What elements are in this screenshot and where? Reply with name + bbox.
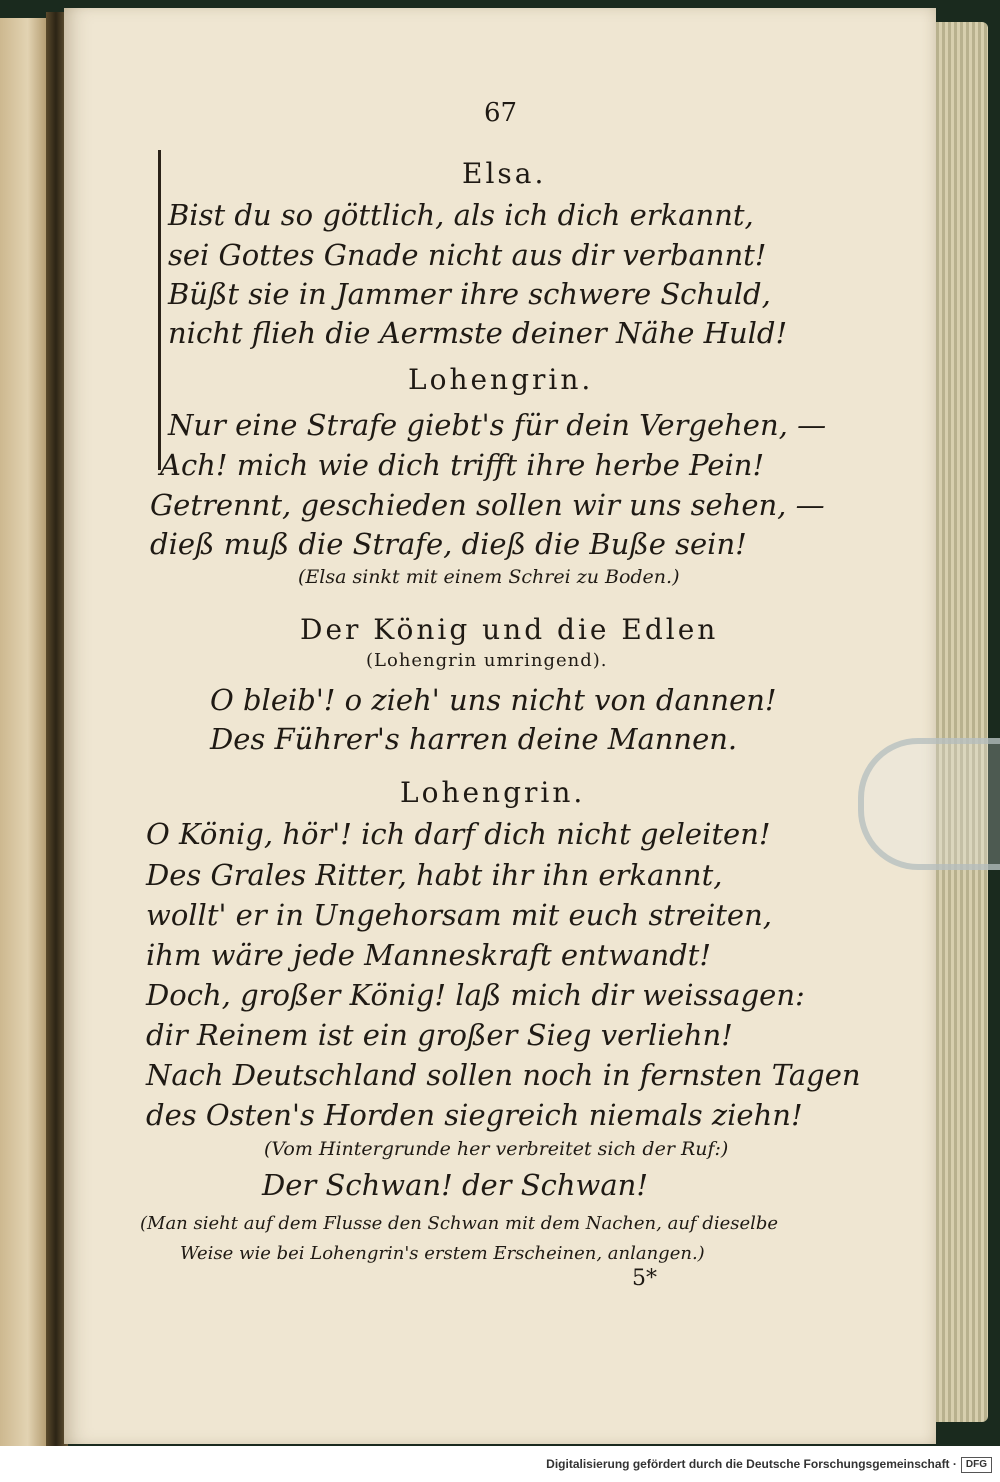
stage-direction: (Man sieht auf dem Flusse den Schwan mit dem Nachen, auf dieselbe [140, 1213, 779, 1234]
speaker-heading: Der König und die Edlen [300, 613, 719, 646]
page-clip [858, 738, 1000, 870]
speaker-heading: Lohengrin. [408, 363, 594, 396]
verse-line: dieß muß die Strafe, dieß die Buße sein! [150, 527, 747, 561]
speaker-heading: Lohengrin. [400, 776, 586, 809]
verse-line: ihm wäre jede Manneskraft entwandt! [146, 938, 711, 972]
stage-direction: (Vom Hintergrunde her verbreitet sich der Ruf:) [264, 1138, 729, 1160]
margin-bar [158, 150, 161, 470]
verse-line: Büßt sie in Jammer ihre schwere Schuld, [168, 277, 771, 311]
signature-mark: 5* [632, 1266, 657, 1291]
verse-line: Ach! mich wie dich trifft ihre herbe Pein! [160, 448, 765, 482]
verse-line: dir Reinem ist ein großer Sieg verliehn! [146, 1018, 733, 1052]
verse-line: Bist du so göttlich, als ich dich erkannt, [168, 198, 754, 232]
page-number: 67 [484, 98, 518, 128]
verse-line: Nach Deutschland sollen noch in fernsten Tagen [146, 1058, 861, 1092]
verse-line: Des Grales Ritter, habt ihr ihn erkannt, [146, 858, 723, 892]
credit-bar [0, 1446, 1000, 1482]
verse-line: sei Gottes Gnade nicht aus dir verbannt! [168, 238, 767, 272]
verse-line: wollt' er in Ungehorsam mit euch streiten, [146, 898, 772, 932]
verse-line: O bleib'! o zieh' uns nicht von dannen! [210, 683, 777, 717]
verse-line: O König, hör'! ich darf dich nicht geleiten! [146, 817, 771, 851]
credit-text: Digitalisierung gefördert durch die Deutsche Forschungsgemeinschaft · [546, 1457, 957, 1471]
left-page-edge [0, 18, 46, 1446]
verse-line: Getrennt, geschieden sollen wir uns sehen, — [150, 488, 825, 522]
stage-direction: Weise wie bei Lohengrin's erstem Erscheinen, anlangen.) [180, 1243, 705, 1264]
dfg-logo: DFG [961, 1457, 992, 1473]
verse-line: des Osten's Horden siegreich niemals ziehn! [146, 1098, 803, 1132]
stage-direction: (Elsa sinkt mit einem Schrei zu Boden.) [298, 566, 680, 588]
verse-line: Der Schwan! der Schwan! [262, 1168, 648, 1202]
verse-line: Des Führer's harren deine Mannen. [210, 722, 738, 756]
verse-line: Nur eine Strafe giebt's für dein Vergehen, — [168, 408, 827, 442]
speaker-subheading: (Lohengrin umringend). [366, 650, 608, 671]
verse-line: Doch, großer König! laß mich dir weissagen: [146, 978, 805, 1012]
verse-line: nicht flieh die Aermste deiner Nähe Huld! [168, 316, 788, 350]
speaker-heading: Elsa. [462, 157, 547, 190]
